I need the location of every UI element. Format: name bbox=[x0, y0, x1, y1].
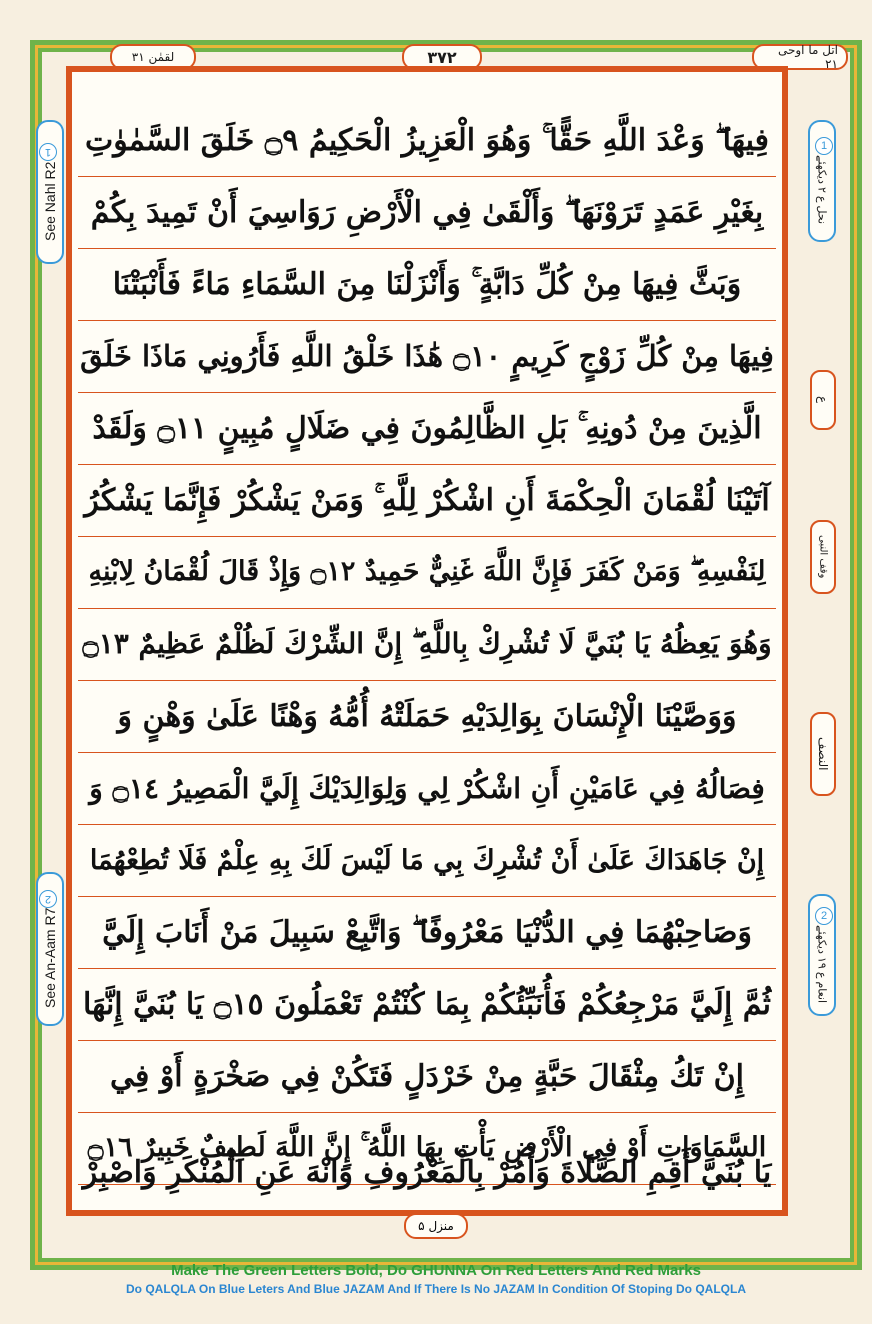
note-1-number: 1 bbox=[39, 143, 57, 161]
text-line-16: يَا بُنَيَّ أَقِمِ الصَّلَاةَ وَأْمُرْ بِالْمَعْرُوفِ وَانْهَ عَنِ الْمُنْكَرِ وَاصْبِرْ bbox=[82, 1154, 772, 1190]
text-line-15: السَّمَاوَاتِ أَوْ فِي الْأَرْضِ يَأْتِ بِهَا اللَّهُ ۚ إِنَّ اللَّهَ لَطِيفٌ خَبِيرٌ ۝١٦ bbox=[78, 1112, 776, 1185]
note-2-text: See An-Aam R7 bbox=[42, 907, 58, 1009]
manzil-text: منزل ۵ bbox=[418, 1219, 454, 1233]
half-marker bbox=[810, 712, 836, 796]
ruku-marker-text: ع bbox=[816, 396, 830, 404]
waqf-marker-text: وقف النبی bbox=[817, 535, 829, 579]
left-note-1 bbox=[36, 120, 64, 264]
ruku-marker bbox=[810, 370, 836, 430]
page-number-text: ۳۷۲ bbox=[427, 47, 457, 67]
right-note-2 bbox=[808, 894, 836, 1016]
text-line-5: الَّذِينَ مِنْ دُونِهِ ۚ بَلِ الظَّالِمُونَ فِي ضَلَالٍ مُبِينٍ ۝١١ وَلَقَدْ bbox=[78, 392, 776, 465]
left-note-2 bbox=[36, 872, 64, 1026]
tajweed-legend-line-2: Do QALQLA On Blue Leters And Blue JAZAM And If There Is No JAZAM In Condition Of Stoping Do QALQLA bbox=[126, 1282, 746, 1296]
text-line-2: بِغَيْرِ عَمَدٍ تَرَوْنَهَا ۖ وَأَلْقَىٰ فِي الْأَرْضِ رَوَاسِيَ أَنْ تَمِيدَ بِكُمْ bbox=[78, 176, 776, 249]
manzil-badge bbox=[404, 1213, 468, 1239]
text-line-8: وَهُوَ يَعِظُهُ يَا بُنَيَّ لَا تُشْرِكْ بِاللَّهِ ۖ إِنَّ الشِّرْكَ لَظُلْمٌ عَظِيمٌ ۝١٣ bbox=[78, 608, 776, 681]
note-1-text: See Nahl R2 bbox=[42, 161, 58, 241]
right-note-1-number: 1 bbox=[815, 137, 833, 155]
text-line-10: فِصَالُهُ فِي عَامَيْنِ أَنِ اشْكُرْ لِي وَلِوَالِدَيْكَ إِلَيَّ الْمَصِيرُ ۝١٤ وَ bbox=[78, 752, 776, 825]
text-line-4: فِيهَا مِنْ كُلِّ زَوْجٍ كَرِيمٍ ۝١٠ هَٰذَا خَلْقُ اللَّهِ فَأَرُونِي مَاذَا خَلَقَ bbox=[78, 320, 776, 393]
right-note-1 bbox=[808, 120, 836, 242]
waqf-marker bbox=[810, 520, 836, 594]
right-note-2-text: انعام ع ۱۹ دیکھئے bbox=[815, 924, 828, 1004]
text-line-14: إِنْ تَكُ مِثْقَالَ حَبَّةٍ مِنْ خَرْدَلٍ فَتَكُنْ فِي صَخْرَةٍ أَوْ فِي bbox=[78, 1040, 776, 1113]
surah-name-text: لقمٰن ۳۱ bbox=[131, 50, 175, 64]
text-line-13: ثُمَّ إِلَيَّ مَرْجِعُكُمْ فَأُنَبِّئُكُمْ بِمَا كُنْتُمْ تَعْمَلُونَ ۝١٥ يَا بُنَيَّ إِنَّهَا bbox=[78, 968, 776, 1041]
text-line-12: وَصَاحِبْهُمَا فِي الدُّنْيَا مَعْرُوفًا ۖ وَاتَّبِعْ سَبِيلَ مَنْ أَنَابَ إِلَيَّ bbox=[78, 896, 776, 969]
text-line-1: فِيهَا ۖ وَعْدَ اللَّهِ حَقًّا ۚ وَهُوَ الْعَزِيزُ الْحَكِيمُ ۝٩ خَلَقَ السَّمٰوٰتِ bbox=[78, 104, 776, 177]
right-note-1-text: نحل ع ۲ دیکھئے bbox=[815, 155, 828, 225]
text-line-6: آتَيْنَا لُقْمَانَ الْحِكْمَةَ أَنِ اشْكُرْ لِلَّهِ ۚ وَمَنْ يَشْكُرْ فَإِنَّمَا يَشْكُرُ bbox=[78, 464, 776, 537]
text-line-3: وَبَثَّ فِيهَا مِنْ كُلِّ دَابَّةٍ ۚ وَأَنْزَلْنَا مِنَ السَّمَاءِ مَاءً فَأَنْبَتْنَا bbox=[78, 248, 776, 321]
text-frame bbox=[66, 66, 788, 1216]
half-marker-text: النصف bbox=[816, 737, 830, 771]
right-note-2-number: 2 bbox=[815, 907, 833, 925]
text-line-7: لِنَفْسِهِ ۖ وَمَنْ كَفَرَ فَإِنَّ اللَّهَ غَنِيٌّ حَمِيدٌ ۝١٢ وَإِذْ قَالَ لُقْمَانُ لِابْنِهِ bbox=[78, 536, 776, 609]
para-name-text: اتل ما اوحی ۲۱ bbox=[777, 43, 838, 71]
text-line-11: إِنْ جَاهَدَاكَ عَلَىٰ أَنْ تُشْرِكَ بِي مَا لَيْسَ لَكَ بِهِ عِلْمٌ فَلَا تُطِعْهُمَا bbox=[78, 824, 776, 897]
text-line-9: وَوَصَّيْنَا الْإِنْسَانَ بِوَالِدَيْهِ حَمَلَتْهُ أُمُّهُ وَهْنًا عَلَىٰ وَهْنٍ وَ bbox=[78, 680, 776, 753]
tajweed-legend-line-1: Make The Green Letters Bold, Do GHUNNA On Red Letters And Red Marks bbox=[171, 1262, 701, 1279]
note-2-number: 2 bbox=[39, 890, 57, 908]
